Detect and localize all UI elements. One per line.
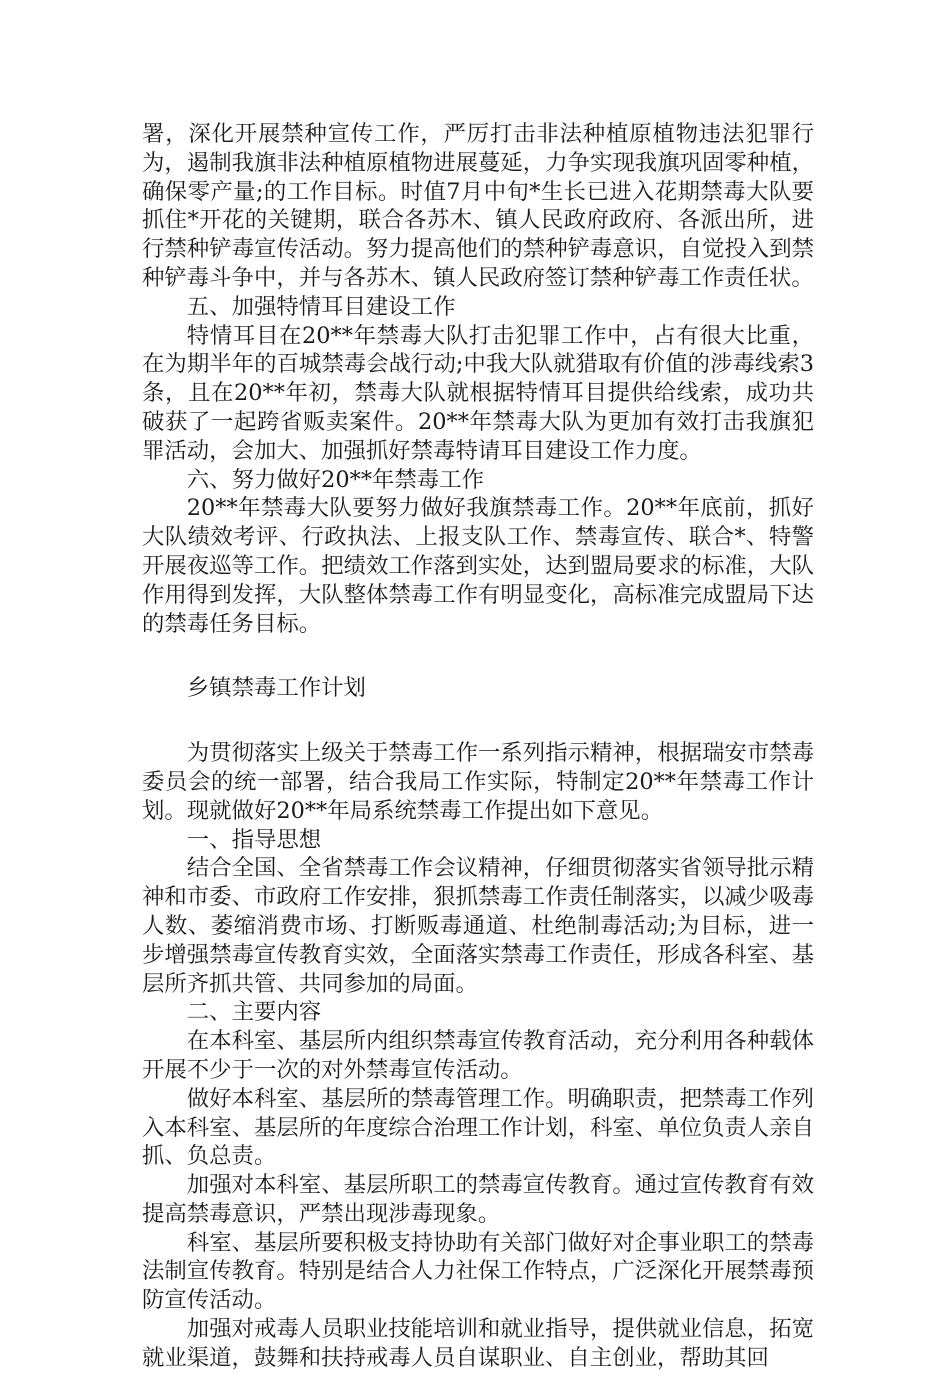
section-heading-main-content: 二、主要内容	[186, 999, 322, 1026]
paragraph-content-4: 科室、基层所要积极支持协助有关部门做好对企事业职工的禁毒法制宣传教育。特别是结合人力社保工作特点，广泛深化开展禁毒预防宣传活动。	[142, 1229, 814, 1314]
section-heading-5: 五、加强特情耳目建设工作	[186, 293, 456, 320]
paragraph-intro: 为贯彻落实上级关于禁毒工作一系列指示精神，根据瑞安市禁毒委员会的统一部署，结合我局工作实际，特制定20**年禁毒工作计划。现就做好20**年局系统禁毒工作提出如下意见。	[142, 740, 814, 824]
paragraph-annual-work: 20**年禁毒大队要努力做好我旗禁毒工作。20**年底前，抓好大队绩效考评、行政执法、上报支队工作、禁毒宣传、联合*、特警开展夜巡等工作。把绩效工作落到实处，达到盟局要求的标准，大队作用得到发挥，大队整体禁毒工作有明显变化，高标准完成盟局下达的禁毒任务目标。	[142, 495, 814, 637]
section-heading-6: 六、努力做好20**年禁毒工作	[186, 466, 484, 493]
spacer	[142, 703, 814, 739]
paragraph-informants: 特情耳目在20**年禁毒大队打击犯罪工作中，占有很大比重，在为期半年的百城禁毒会战行动;中我大队就猎取有价值的涉毒线索3条，且在20**年初，禁毒大队就根据特情耳目提供给线索，成功共破获了一起跨省贩卖案件。20**年禁毒大队为更加有效打击我旗犯罪活动，会加大、加强抓好禁毒特请耳目建设工作力度。	[142, 322, 814, 464]
paragraph-content-2: 做好本科室、基层所的禁毒管理工作。明确职责，把禁毒工作列入本科室、基层所的年度综合治理工作计划，科室、单位负责人亲自抓、负总责。	[142, 1085, 814, 1170]
document-page	[142, 120, 814, 1373]
document-title: 乡镇禁毒工作计划	[186, 675, 366, 702]
paragraph-guiding-thought: 结合全国、全省禁毒工作会议精神，仔细贯彻落实省领导批示精神和市委、市政府工作安排，狠抓禁毒工作责任制落实，以减少吸毒人数、萎缩消费市场、打断贩毒通道、杜绝制毒活动;为目标，进一步增强禁毒宣传教育实效，全面落实禁毒工作责任，形成各科室、基层所齐抓共管、共同参加的局面。	[142, 855, 814, 997]
paragraph-content-5: 加强对戒毒人员职业技能培训和就业指导，提供就业信息，拓宽就业渠道，鼓舞和扶持戒毒人员自谋职业、自主创业，帮助其回	[142, 1316, 814, 1371]
paragraph-content-1: 在本科室、基层所内组织禁毒宣传教育活动，充分利用各种载体开展不少于一次的对外禁毒宣传活动。	[142, 1028, 814, 1083]
spacer	[142, 638, 814, 674]
section-heading-guiding-thought: 一、指导思想	[186, 826, 322, 853]
paragraph-content-3: 加强对本科室、基层所职工的禁毒宣传教育。通过宣传教育有效提高禁毒意识，严禁出现涉毒现象。	[142, 1172, 814, 1227]
paragraph-continued: 署，深化开展禁种宣传工作，严厉打击非法种植原植物违法犯罪行为，遏制我旗非法种植原植物进展蔓延，力争实现我旗巩固零种植，确保零产量;的工作目标。时值7月中旬*生长已进入花期禁毒大队要抓住*开花的关键期，联合各苏木、镇人民政府政府、各派出所，进行禁种铲毒宣传活动。努力提高他们的禁种铲毒意识，自觉投入到禁种铲毒斗争中，并与各苏木、镇人民政府签订禁种铲毒工作责任状。	[142, 121, 814, 291]
